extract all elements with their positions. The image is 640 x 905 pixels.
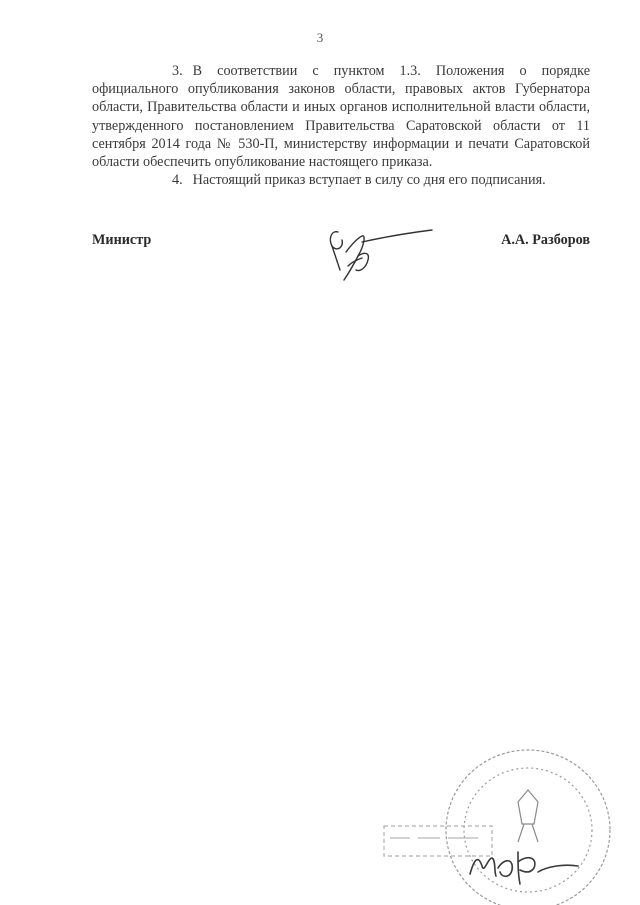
signatory-title: Министр <box>92 232 152 248</box>
signatory-name: А.А. Разборов <box>501 232 590 248</box>
paragraph-text: В соответствии с пунктом 1.3. Положения о порядке официального опубликования законов области, правовых актов Губернатора области, Правительства области и иных органов исполнительной власти области, утвержденного постановлением Правительства Саратовской области от 11 сентября 2014 года № 530-П, министерству информации и печати Саратовской области обеспечить опубликование настоящего приказа. <box>92 63 590 171</box>
handwritten-signature <box>318 212 438 288</box>
official-stamp <box>378 740 640 905</box>
paragraph-3 <box>92 62 590 171</box>
paragraph-number: 4. <box>172 172 183 189</box>
page-number: 3 <box>316 30 324 45</box>
document-body <box>92 62 590 189</box>
paragraph-number: 3. <box>172 63 183 79</box>
paragraph-4 <box>92 171 590 189</box>
paragraph-text: Настоящий приказ вступает в силу со дня его подписания. <box>192 172 546 189</box>
